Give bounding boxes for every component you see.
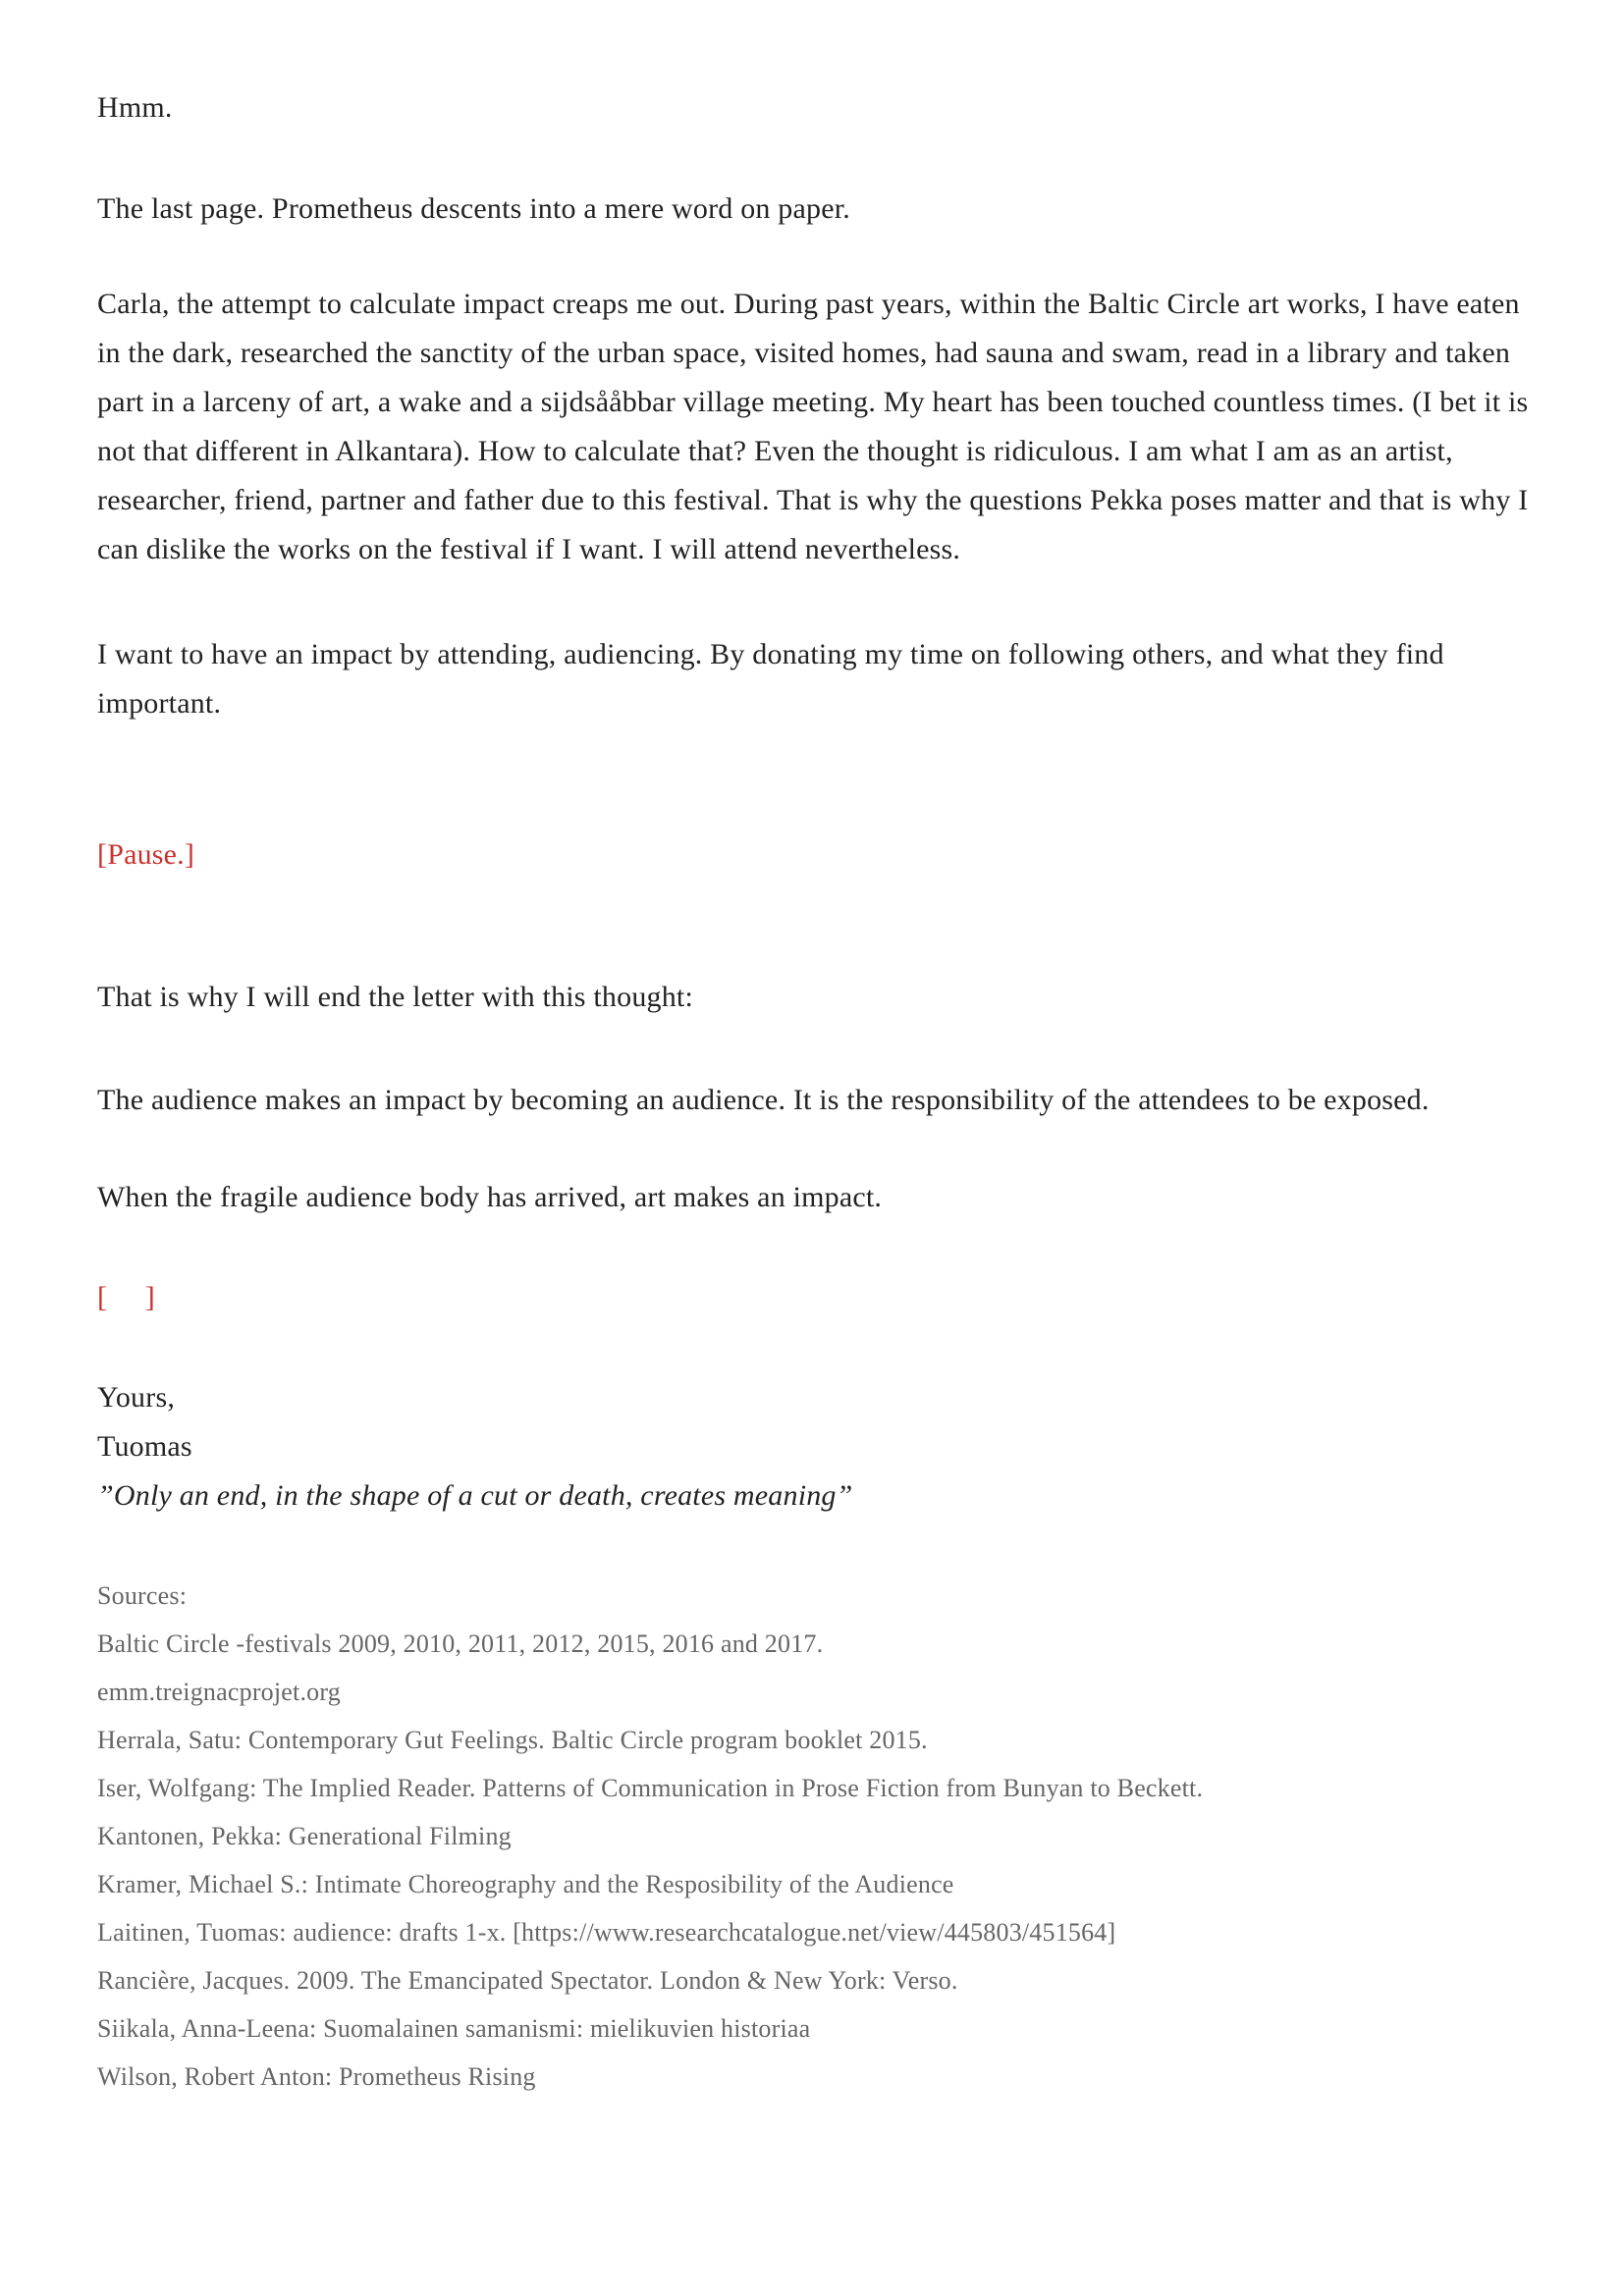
signature-quote: ”Only an end, in the shape of a cut or death, creates meaning” (97, 1479, 853, 1512)
source-item: Siikala, Anna-Leena: Suomalainen samanismi: mielikuvien historiaa (97, 2014, 811, 2043)
paragraph-carla: Carla, the attempt to calculate impact creaps me out. During past years, within the Baltic Circle art works, I have eaten in the dark, researched the sanctity of the urban space, visited homes, had sauna and swam, read in a library and taken part in a larceny of art, a wake and a sijdsååbbar village meeting. My heart has been touched countless times. (I bet it is not that different in Alkantara). How to calculate that? Even the thought is ridiculous. I am what I am as an artist, researcher, friend, partner and father due to this festival. That is why the questions Pekka poses matter and that is why I can dislike the works on the festival if I want. I will attend nevertheless. (97, 288, 1529, 565)
source-item: Kantonen, Pekka: Generational Filming (97, 1822, 512, 1850)
source-item: Iser, Wolfgang: The Implied Reader. Patterns of Communication in Prose Fiction from Bunyan to Beckett. (97, 1774, 1204, 1802)
source-item: Rancière, Jacques. 2009. The Emancipated Spectator. London & New York: Verso. (97, 1966, 958, 1995)
stage-direction-brackets: [ ] (97, 1281, 155, 1313)
signature-yours: Yours, (97, 1381, 176, 1414)
source-item: Herrala, Satu: Contemporary Gut Feelings. Baltic Circle program booklet 2015. (97, 1726, 928, 1754)
paragraph-fragile-audience: When the fragile audience body has arrived, art makes an impact. (97, 1181, 883, 1213)
signature-block (97, 1373, 1530, 1521)
sources-section (97, 1572, 1530, 2101)
paragraph-audience-impact: The audience makes an impact by becoming an audience. It is the responsibility of the attendees to be exposed. (97, 1084, 1430, 1116)
signature-name: Tuomas (97, 1430, 192, 1463)
source-item: Laitinen, Tuomas: audience: drafts 1-x. [https://www.researchcatalogue.net/view/445803/451564] (97, 1918, 1116, 1947)
stage-direction-pause: [Pause.] (97, 838, 195, 871)
source-item: Kramer, Michael S.: Intimate Choreography and the Resposibility of the Audience (97, 1870, 954, 1898)
source-item: emm.treignacprojet.org (97, 1678, 341, 1706)
paragraph-impact: I want to have an impact by attending, audiencing. By donating my time on following others, and what they find important. (97, 638, 1444, 720)
sources-heading: Sources: (97, 1581, 188, 1610)
source-item: Baltic Circle -festivals 2009, 2010, 2011, 2012, 2015, 2016 and 2017. (97, 1629, 824, 1658)
paragraph-hmm: Hmm. (97, 91, 173, 124)
source-item: Wilson, Robert Anton: Prometheus Rising (97, 2062, 536, 2091)
paragraph-last-page: The last page. Prometheus descents into a mere word on paper. (97, 192, 850, 225)
paragraph-end-thought: That is why I will end the letter with this thought: (97, 981, 693, 1013)
